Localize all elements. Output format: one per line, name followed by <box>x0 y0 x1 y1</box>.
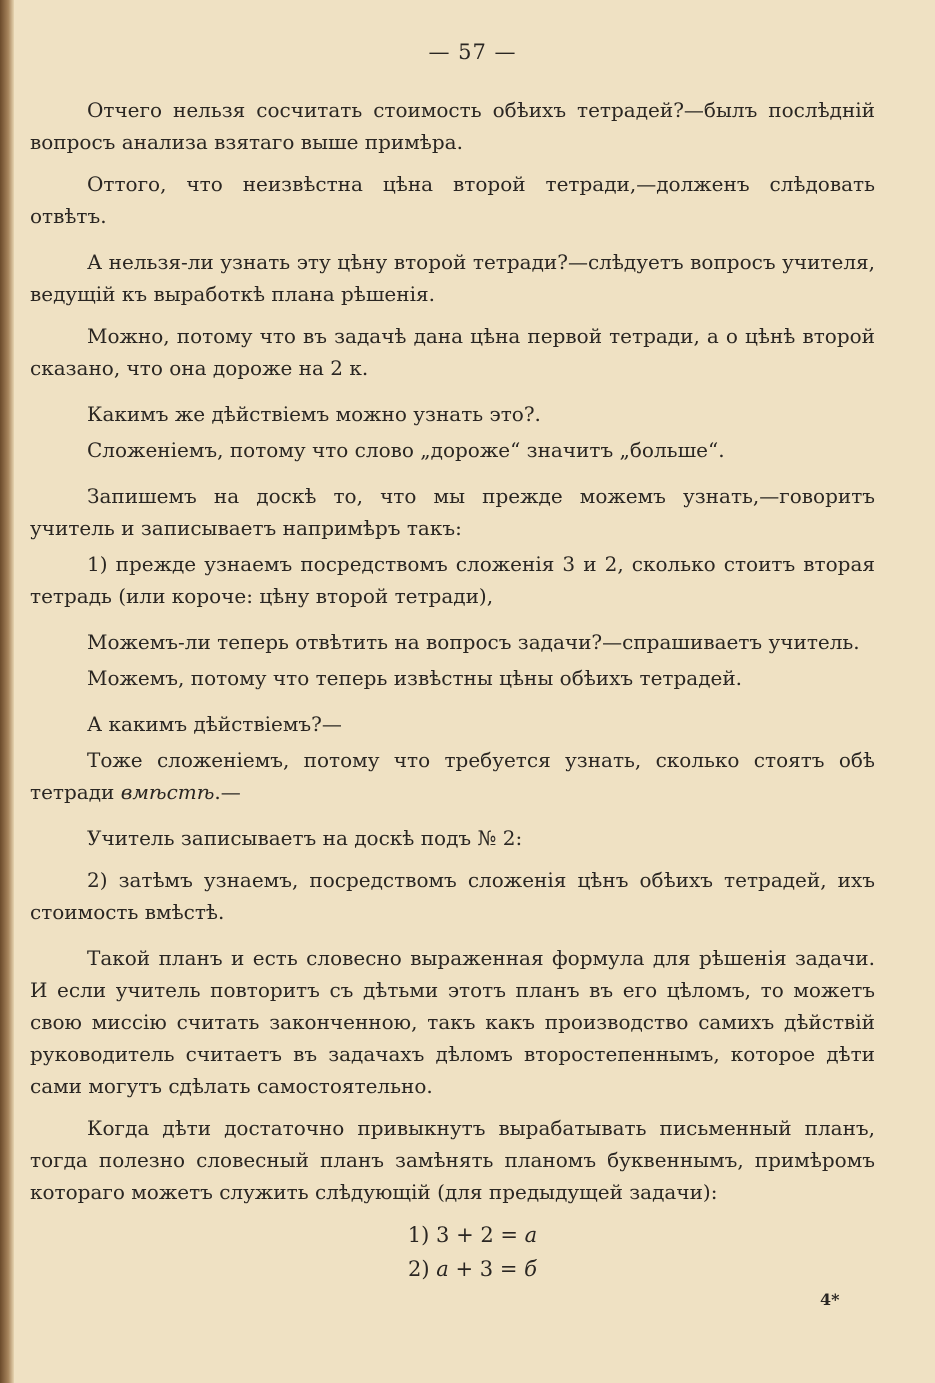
signature-mark: 4* <box>820 1290 840 1309</box>
page-number: — 57 — <box>428 40 517 64</box>
formula-number: 1) <box>407 1223 430 1247</box>
formula-line-2 <box>70 1252 875 1286</box>
paragraph: Можемъ-ли теперь отвѣтить на вопросъ задачи?—спрашиваетъ учитель. <box>87 630 860 654</box>
book-spine-edge <box>0 0 14 1383</box>
paragraph: Можемъ, потому что теперь извѣстны цѣны обѣихъ тетрадей. <box>87 666 743 690</box>
paragraph: Когда дѣти достаточно привыкнутъ вырабатывать письменный планъ, тогда полезно словесный планъ замѣнять планомъ буквеннымъ, примѣромъ котораго можетъ служить слѣдующій (для предыдущей задачи): <box>30 1116 875 1204</box>
formula-line-1 <box>70 1218 875 1252</box>
paragraph-vmeste <box>30 744 875 808</box>
formula-number: 2) <box>408 1257 430 1281</box>
paragraph: 1) прежде узнаемъ посредствомъ сложенія 3 и 2, сколько стоитъ вторая тетрадь (или короче: цѣну второй тетради), <box>30 552 875 608</box>
formula-expression: 3 + 2 = <box>436 1223 518 1247</box>
paragraph: А нельзя-ли узнать эту цѣну второй тетради?—слѣдуетъ вопросъ учителя, ведущій къ выработкѣ плана рѣшенія. <box>30 250 875 306</box>
formula-lead: a <box>436 1257 449 1281</box>
paragraph: А какимъ дѣйствіемъ?— <box>87 712 342 736</box>
paragraph: Запишемъ на доскѣ то, что мы прежде можемъ узнать,—говоритъ учитель и записываетъ напримѣръ такъ: <box>30 484 875 540</box>
text-run: Тоже сложеніемъ, потому что требуется узнать, сколько стоятъ обѣ тетради <box>30 748 875 804</box>
formula-expression: + 3 = <box>455 1257 518 1281</box>
paragraph: Учитель записываетъ на доскѣ подъ № 2: <box>87 826 523 850</box>
page-body <box>30 40 875 1286</box>
paragraph: 2) затѣмъ узнаемъ, посредствомъ сложенія цѣнъ обѣихъ тетрадей, ихъ стоимость вмѣстѣ. <box>30 868 875 924</box>
paragraph: Отчего нельзя сосчитать стоимость обѣихъ тетрадей?—былъ послѣдній вопросъ анализа взятаго выше примѣра. <box>30 98 875 154</box>
paragraph: Можно, потому что въ задачѣ дана цѣна первой тетради, а о цѣнѣ второй сказано, что она дороже на 2 к. <box>30 324 875 380</box>
paragraph: Сложеніемъ, потому что слово „дороже“ значитъ „больше“. <box>87 438 725 462</box>
formula-result: б <box>524 1257 537 1281</box>
emphasis: вмѣстѣ <box>120 780 215 804</box>
paragraph: Какимъ же дѣйствіемъ можно узнать это?. <box>87 402 541 426</box>
text-run: .— <box>214 780 241 804</box>
paragraph: Оттого, что неизвѣстна цѣна второй тетради,—долженъ слѣдовать отвѣтъ. <box>30 172 875 228</box>
formula-result: a <box>524 1223 538 1247</box>
paragraph: Такой планъ и есть словесно выраженная формула для рѣшенія задачи. И если учитель повторитъ съ дѣтьми этотъ планъ въ его цѣломъ, то можетъ свою миссію считать законченною, такъ какъ производство самихъ дѣйствій руководитель считаетъ въ задачахъ дѣломъ второстепеннымъ, которое дѣти сами могутъ сдѣлать самостоятельно. <box>30 946 875 1098</box>
